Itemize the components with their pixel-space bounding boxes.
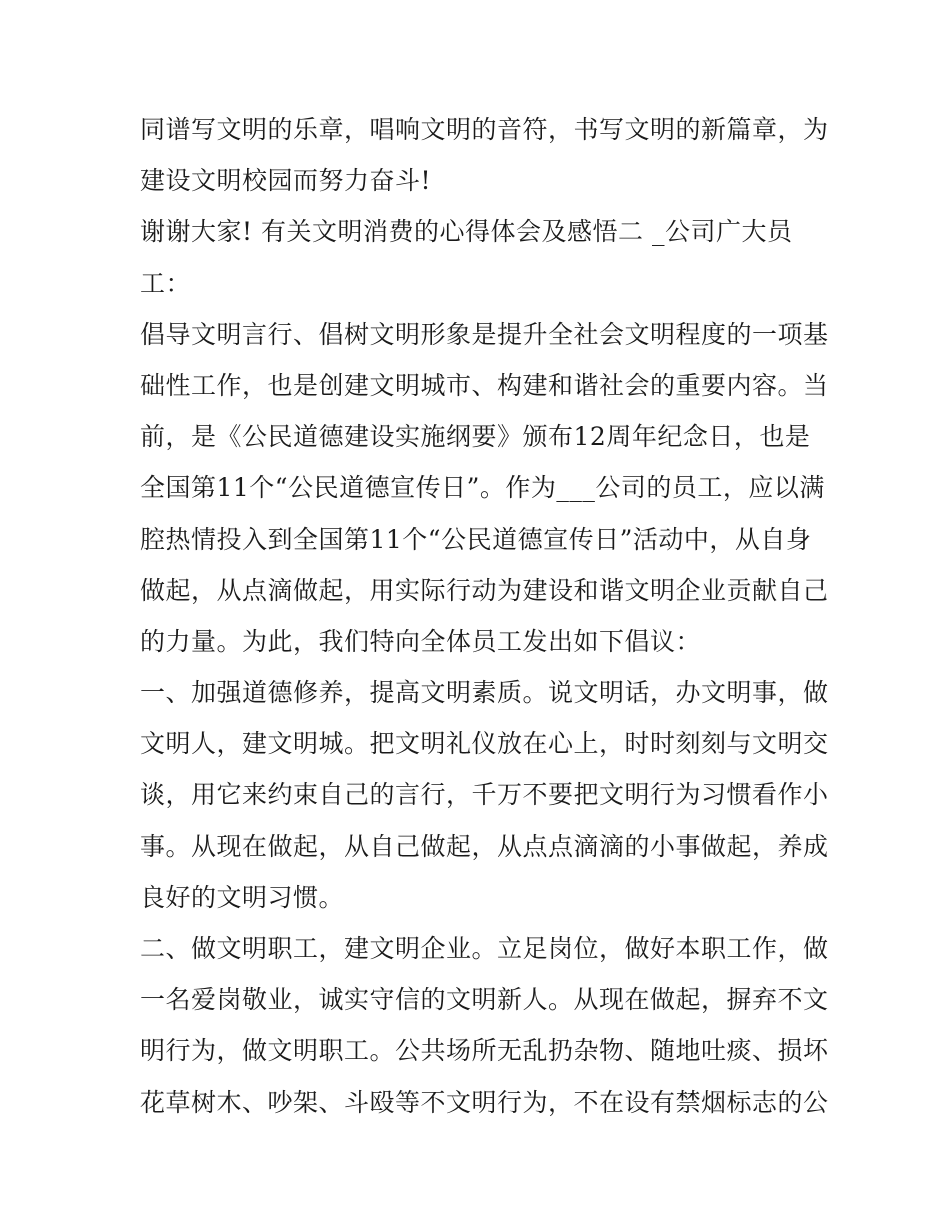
text-line: 倡导文明言行、倡树文明形象是提升全社会文明程度的一项基 bbox=[140, 319, 829, 349]
text-line: 全国第11个“公民道德宣传日”。作为___公司的员工，应以满 bbox=[140, 473, 825, 503]
text-line: 前，是《公民道德建设实施纲要》颁布12周年纪念日，也是 bbox=[140, 422, 811, 452]
text-line: 谢谢大家! 有关文明消费的心得体会及感悟二 _公司广大员 bbox=[140, 217, 793, 247]
text-line: 谈，用它来约束自己的言行，千万不要把文明行为习惯看作小 bbox=[140, 780, 829, 810]
text-line: 础性工作，也是创建文明城市、构建和谐社会的重要内容。当 bbox=[140, 370, 829, 400]
text-line: 的力量。为此，我们特向全体员工发出如下倡议： bbox=[140, 626, 702, 656]
text-line: 同谱写文明的乐章，唱响文明的音符，书写文明的新篇章，为 bbox=[140, 115, 829, 144]
text-line: 建设文明校园而努力奋斗! bbox=[140, 166, 432, 196]
text-line: 文明人，建文明城。把文明礼仪放在心上，时时刻刻与文明交 bbox=[140, 729, 829, 759]
text-line: 花草树木、吵架、斗殴等不文明行为，不在设有禁烟标志的公 bbox=[140, 1087, 829, 1117]
text-line: 工： bbox=[140, 268, 192, 298]
text-line: 一、加强道德修养，提高文明素质。说文明话，办文明事，做 bbox=[140, 678, 829, 708]
text-line: 腔热情投入到全国第11个“公民道德宣传日”活动中，从自身 bbox=[140, 524, 812, 554]
text-line: 良好的文明习惯。 bbox=[140, 882, 345, 912]
text-line: 做起，从点滴做起，用实际行动为建设和谐文明企业贡献自己 bbox=[140, 575, 829, 605]
text-line: 明行为，做文明职工。公共场所无乱扔杂物、随地吐痰、损坏 bbox=[140, 1036, 829, 1066]
document-body bbox=[140, 104, 829, 1128]
text-line: 二、做文明职工，建文明企业。立足岗位，做好本职工作，做 bbox=[140, 934, 829, 963]
text-line: 一名爱岗敬业，诚实守信的文明新人。从现在做起，摒弃不文 bbox=[140, 985, 829, 1015]
text-line: 事。从现在做起，从自己做起，从点点滴滴的小事做起，养成 bbox=[140, 831, 829, 861]
